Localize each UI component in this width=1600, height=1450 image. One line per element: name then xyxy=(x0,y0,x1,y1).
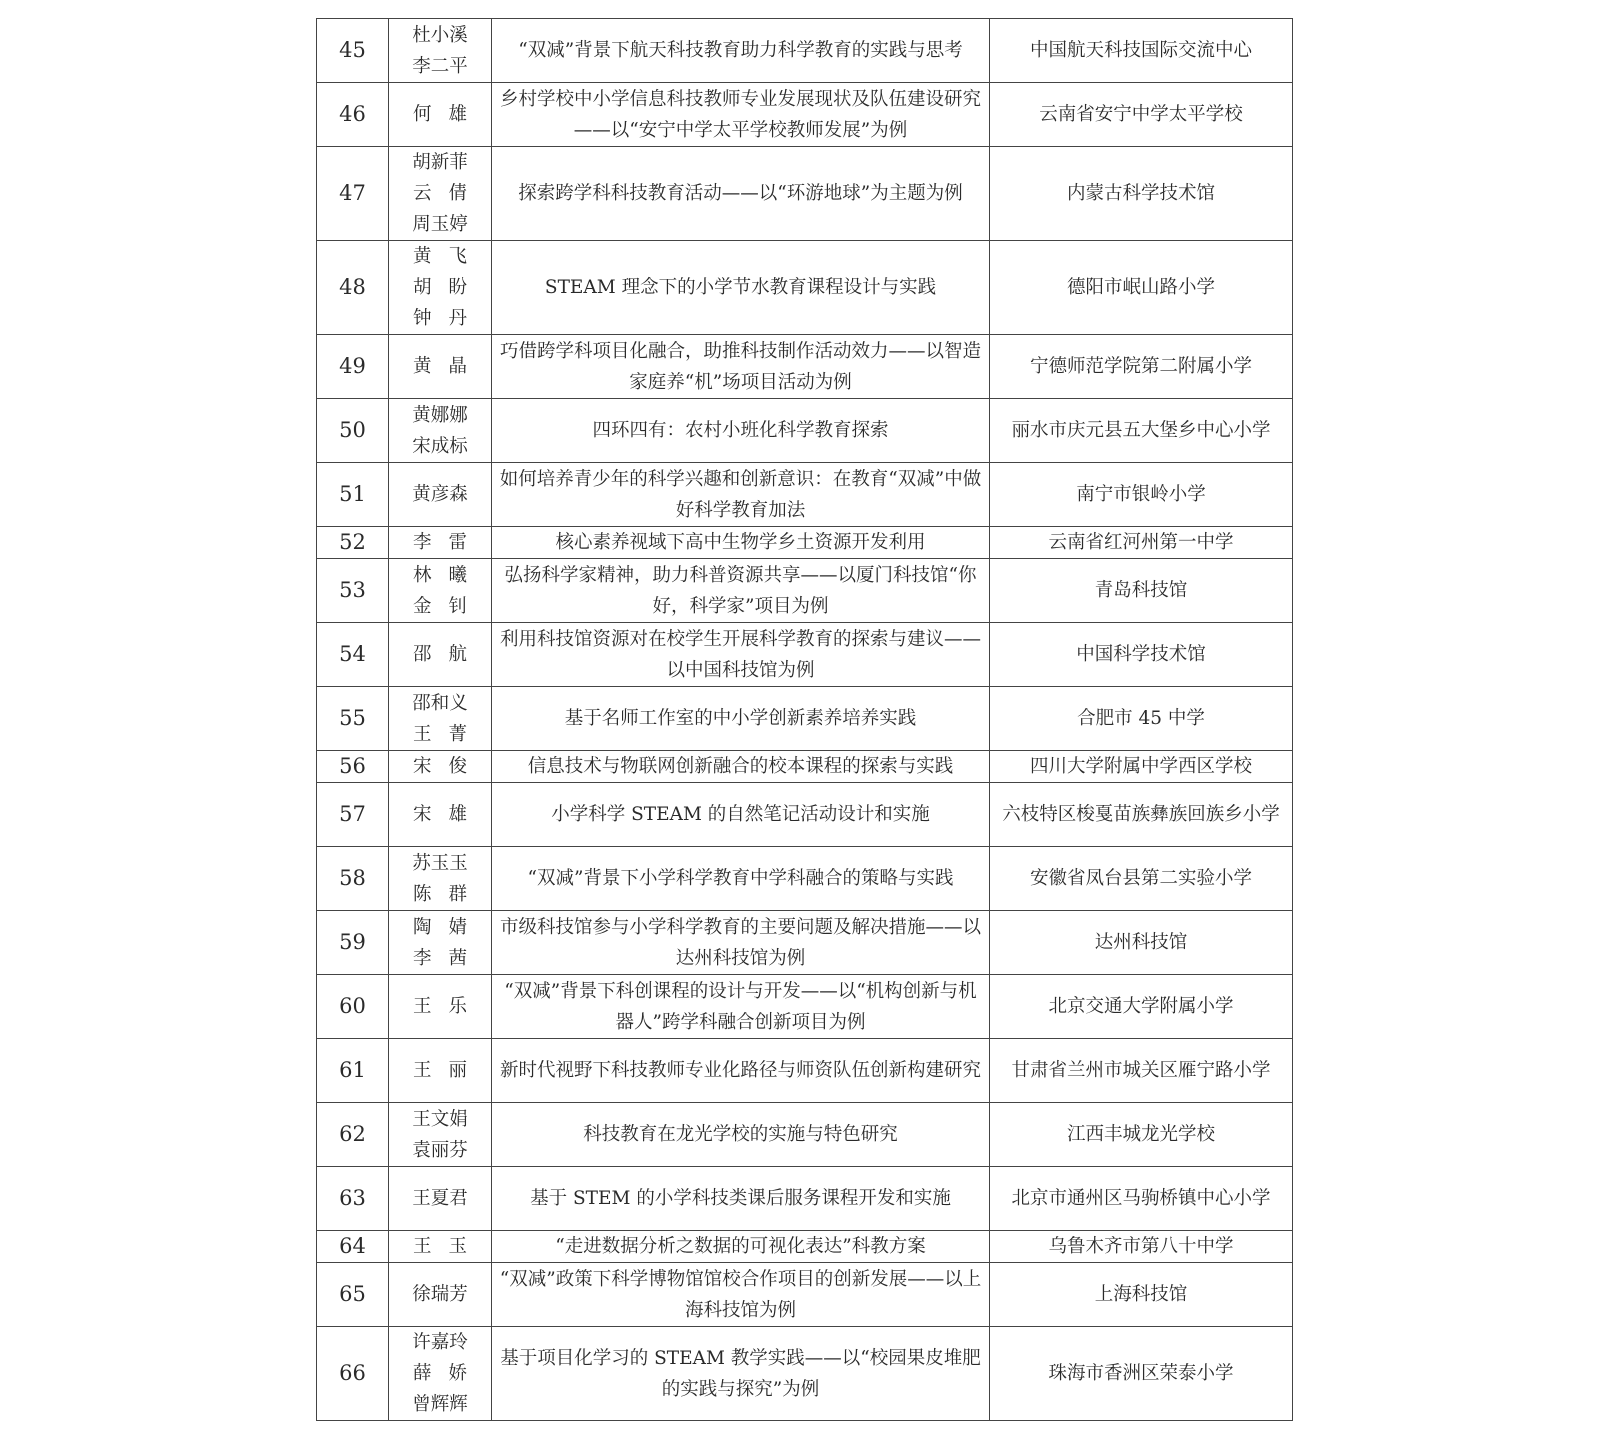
paper-title: 信息技术与物联网创新融合的校本课程的探索与实践 xyxy=(492,751,990,783)
author-name: 李二平 xyxy=(412,55,468,77)
organization: 北京交通大学附属小学 xyxy=(990,975,1293,1039)
paper-title: “双减”背景下科创课程的设计与开发——以“机构创新与机器人”跨学科融合创新项目为例 xyxy=(492,975,990,1039)
row-number: 60 xyxy=(317,975,389,1039)
author-names xyxy=(389,1231,492,1263)
author-name: 钟丹 xyxy=(412,308,484,329)
author-names xyxy=(389,623,492,687)
paper-title: 基于项目化学习的 STEAM 教学实践——以“校园果皮堆肥的实践与探究”为例 xyxy=(492,1327,990,1421)
organization: 中国航天科技国际交流中心 xyxy=(990,19,1293,83)
table-row xyxy=(317,783,1293,847)
author-names xyxy=(389,975,492,1039)
author-name: 何雄 xyxy=(412,104,484,125)
author-name: 王夏君 xyxy=(412,1188,468,1209)
organization: 上海科技馆 xyxy=(990,1263,1293,1327)
author-name: 袁丽芬 xyxy=(412,1139,468,1161)
row-number: 66 xyxy=(317,1327,389,1421)
author-name: 邵航 xyxy=(412,644,484,665)
author-name: 许嘉玲 xyxy=(412,1332,468,1353)
author-name: 苏玉玉 xyxy=(412,852,468,874)
table-row xyxy=(317,241,1293,335)
author-name: 王文娟 xyxy=(412,1108,468,1130)
author-names xyxy=(389,241,492,335)
organization: 内蒙古科学技术馆 xyxy=(990,147,1293,241)
table-row xyxy=(317,687,1293,751)
row-number: 47 xyxy=(317,147,389,241)
table-row xyxy=(317,1103,1293,1167)
organization: 达州科技馆 xyxy=(990,911,1293,975)
organization: 江西丰城龙光学校 xyxy=(990,1103,1293,1167)
paper-title: 利用科技馆资源对在校学生开展科学教育的探索与建议——以中国科技馆为例 xyxy=(492,623,990,687)
author-name: 宋雄 xyxy=(412,804,484,825)
table-row xyxy=(317,751,1293,783)
table-row xyxy=(317,559,1293,623)
organization: 合肥市 45 中学 xyxy=(990,687,1293,751)
author-name: 王玉 xyxy=(412,1236,484,1257)
table-row xyxy=(317,623,1293,687)
author-name: 邵和义 xyxy=(412,692,468,714)
row-number: 56 xyxy=(317,751,389,783)
author-name: 黄彦森 xyxy=(412,484,468,505)
author-name: 徐瑞芳 xyxy=(412,1284,468,1305)
author-name: 黄飞 xyxy=(412,246,484,267)
paper-title: 基于名师工作室的中小学创新素养培养实践 xyxy=(492,687,990,751)
row-number: 57 xyxy=(317,783,389,847)
table-row xyxy=(317,147,1293,241)
author-name: 黄晶 xyxy=(412,356,484,377)
organization: 甘肃省兰州市城关区雁宁路小学 xyxy=(990,1039,1293,1103)
author-name: 黄娜娜 xyxy=(412,404,468,426)
author-name: 云倩 xyxy=(412,183,484,204)
awards-table xyxy=(316,18,1293,1421)
row-number: 49 xyxy=(317,335,389,399)
author-name: 王菁 xyxy=(412,723,484,745)
table-row xyxy=(317,911,1293,975)
author-name: 金钊 xyxy=(412,595,484,617)
author-name: 宋俊 xyxy=(412,756,484,777)
author-name: 李雷 xyxy=(412,532,484,553)
organization: 北京市通州区马驹桥镇中心小学 xyxy=(990,1167,1293,1231)
row-number: 54 xyxy=(317,623,389,687)
organization: 云南省安宁中学太平学校 xyxy=(990,83,1293,147)
organization: 德阳市岷山路小学 xyxy=(990,241,1293,335)
table-row xyxy=(317,847,1293,911)
row-number: 62 xyxy=(317,1103,389,1167)
author-name: 胡新菲 xyxy=(412,152,468,173)
paper-title: 乡村学校中小学信息科技教师专业发展现状及队伍建设研究——以“安宁中学太平学校教师发展”为例 xyxy=(492,83,990,147)
table-row xyxy=(317,1327,1293,1421)
organization: 乌鲁木齐市第八十中学 xyxy=(990,1231,1293,1263)
author-name: 宋成标 xyxy=(412,435,468,457)
paper-title: “双减”背景下航天科技教育助力科学教育的实践与思考 xyxy=(492,19,990,83)
row-number: 50 xyxy=(317,399,389,463)
row-number: 46 xyxy=(317,83,389,147)
paper-title: 四环四有：农村小班化科学教育探索 xyxy=(492,399,990,463)
author-name: 陈群 xyxy=(412,883,484,905)
paper-title: 科技教育在龙光学校的实施与特色研究 xyxy=(492,1103,990,1167)
paper-title: 探索跨学科科技教育活动——以“环游地球”为主题为例 xyxy=(492,147,990,241)
author-names xyxy=(389,1103,492,1167)
table-row xyxy=(317,527,1293,559)
organization: 六枝特区梭戛苗族彝族回族乡小学 xyxy=(990,783,1293,847)
row-number: 52 xyxy=(317,527,389,559)
author-names xyxy=(389,463,492,527)
paper-title: “双减”背景下小学科学教育中学科融合的策略与实践 xyxy=(492,847,990,911)
organization: 丽水市庆元县五大堡乡中心小学 xyxy=(990,399,1293,463)
author-names xyxy=(389,559,492,623)
table-row xyxy=(317,975,1293,1039)
table-row xyxy=(317,1231,1293,1263)
row-number: 53 xyxy=(317,559,389,623)
author-names xyxy=(389,1327,492,1421)
organization: 四川大学附属中学西区学校 xyxy=(990,751,1293,783)
row-number: 51 xyxy=(317,463,389,527)
paper-title: “走进数据分析之数据的可视化表达”科教方案 xyxy=(492,1231,990,1263)
organization: 青岛科技馆 xyxy=(990,559,1293,623)
author-names xyxy=(389,751,492,783)
paper-title: 市级科技馆参与小学科学教育的主要问题及解决措施——以达州科技馆为例 xyxy=(492,911,990,975)
organization: 中国科学技术馆 xyxy=(990,623,1293,687)
author-names xyxy=(389,687,492,751)
author-names xyxy=(389,147,492,241)
row-number: 55 xyxy=(317,687,389,751)
row-number: 48 xyxy=(317,241,389,335)
paper-title: 新时代视野下科技教师专业化路径与师资队伍创新构建研究 xyxy=(492,1039,990,1103)
author-name: 陶婧 xyxy=(412,916,484,938)
table-row xyxy=(317,335,1293,399)
table-row xyxy=(317,1039,1293,1103)
author-name: 杜小溪 xyxy=(412,24,468,46)
author-name: 李茜 xyxy=(412,947,484,969)
author-names xyxy=(389,19,492,83)
row-number: 65 xyxy=(317,1263,389,1327)
organization: 南宁市银岭小学 xyxy=(990,463,1293,527)
paper-title: 小学科学 STEAM 的自然笔记活动设计和实施 xyxy=(492,783,990,847)
author-names xyxy=(389,399,492,463)
author-name: 曾辉辉 xyxy=(412,1394,468,1415)
author-name: 薛娇 xyxy=(412,1363,484,1384)
author-names xyxy=(389,83,492,147)
author-names xyxy=(389,1167,492,1231)
row-number: 63 xyxy=(317,1167,389,1231)
table-row xyxy=(317,463,1293,527)
paper-title: 弘扬科学家精神，助力科普资源共享——以厦门科技馆“你好，科学家”项目为例 xyxy=(492,559,990,623)
row-number: 61 xyxy=(317,1039,389,1103)
author-name: 王丽 xyxy=(412,1060,484,1081)
author-names xyxy=(389,911,492,975)
author-name: 林曦 xyxy=(412,564,484,586)
table-row xyxy=(317,1263,1293,1327)
paper-title: STEAM 理念下的小学节水教育课程设计与实践 xyxy=(492,241,990,335)
row-number: 58 xyxy=(317,847,389,911)
row-number: 45 xyxy=(317,19,389,83)
paper-title: 核心素养视域下高中生物学乡土资源开发利用 xyxy=(492,527,990,559)
paper-title: “双减”政策下科学博物馆馆校合作项目的创新发展——以上海科技馆为例 xyxy=(492,1263,990,1327)
table-row xyxy=(317,399,1293,463)
table-body xyxy=(317,19,1293,1421)
author-names xyxy=(389,335,492,399)
paper-title: 基于 STEM 的小学科技类课后服务课程开发和实施 xyxy=(492,1167,990,1231)
organization: 宁德师范学院第二附属小学 xyxy=(990,335,1293,399)
table-row xyxy=(317,19,1293,83)
organization: 安徽省凤台县第二实验小学 xyxy=(990,847,1293,911)
author-names xyxy=(389,1263,492,1327)
author-name: 胡盼 xyxy=(412,277,484,298)
row-number: 64 xyxy=(317,1231,389,1263)
row-number: 59 xyxy=(317,911,389,975)
table-row xyxy=(317,1167,1293,1231)
organization: 云南省红河州第一中学 xyxy=(990,527,1293,559)
author-names xyxy=(389,847,492,911)
author-name: 周玉婷 xyxy=(412,214,468,235)
paper-title: 巧借跨学科项目化融合，助推科技制作活动效力——以智造家庭养“机”场项目活动为例 xyxy=(492,335,990,399)
table-row xyxy=(317,83,1293,147)
paper-title: 如何培养青少年的科学兴趣和创新意识：在教育“双减”中做好科学教育加法 xyxy=(492,463,990,527)
author-names xyxy=(389,1039,492,1103)
author-name: 王乐 xyxy=(412,996,484,1017)
author-names xyxy=(389,527,492,559)
organization: 珠海市香洲区荣泰小学 xyxy=(990,1327,1293,1421)
author-names xyxy=(389,783,492,847)
